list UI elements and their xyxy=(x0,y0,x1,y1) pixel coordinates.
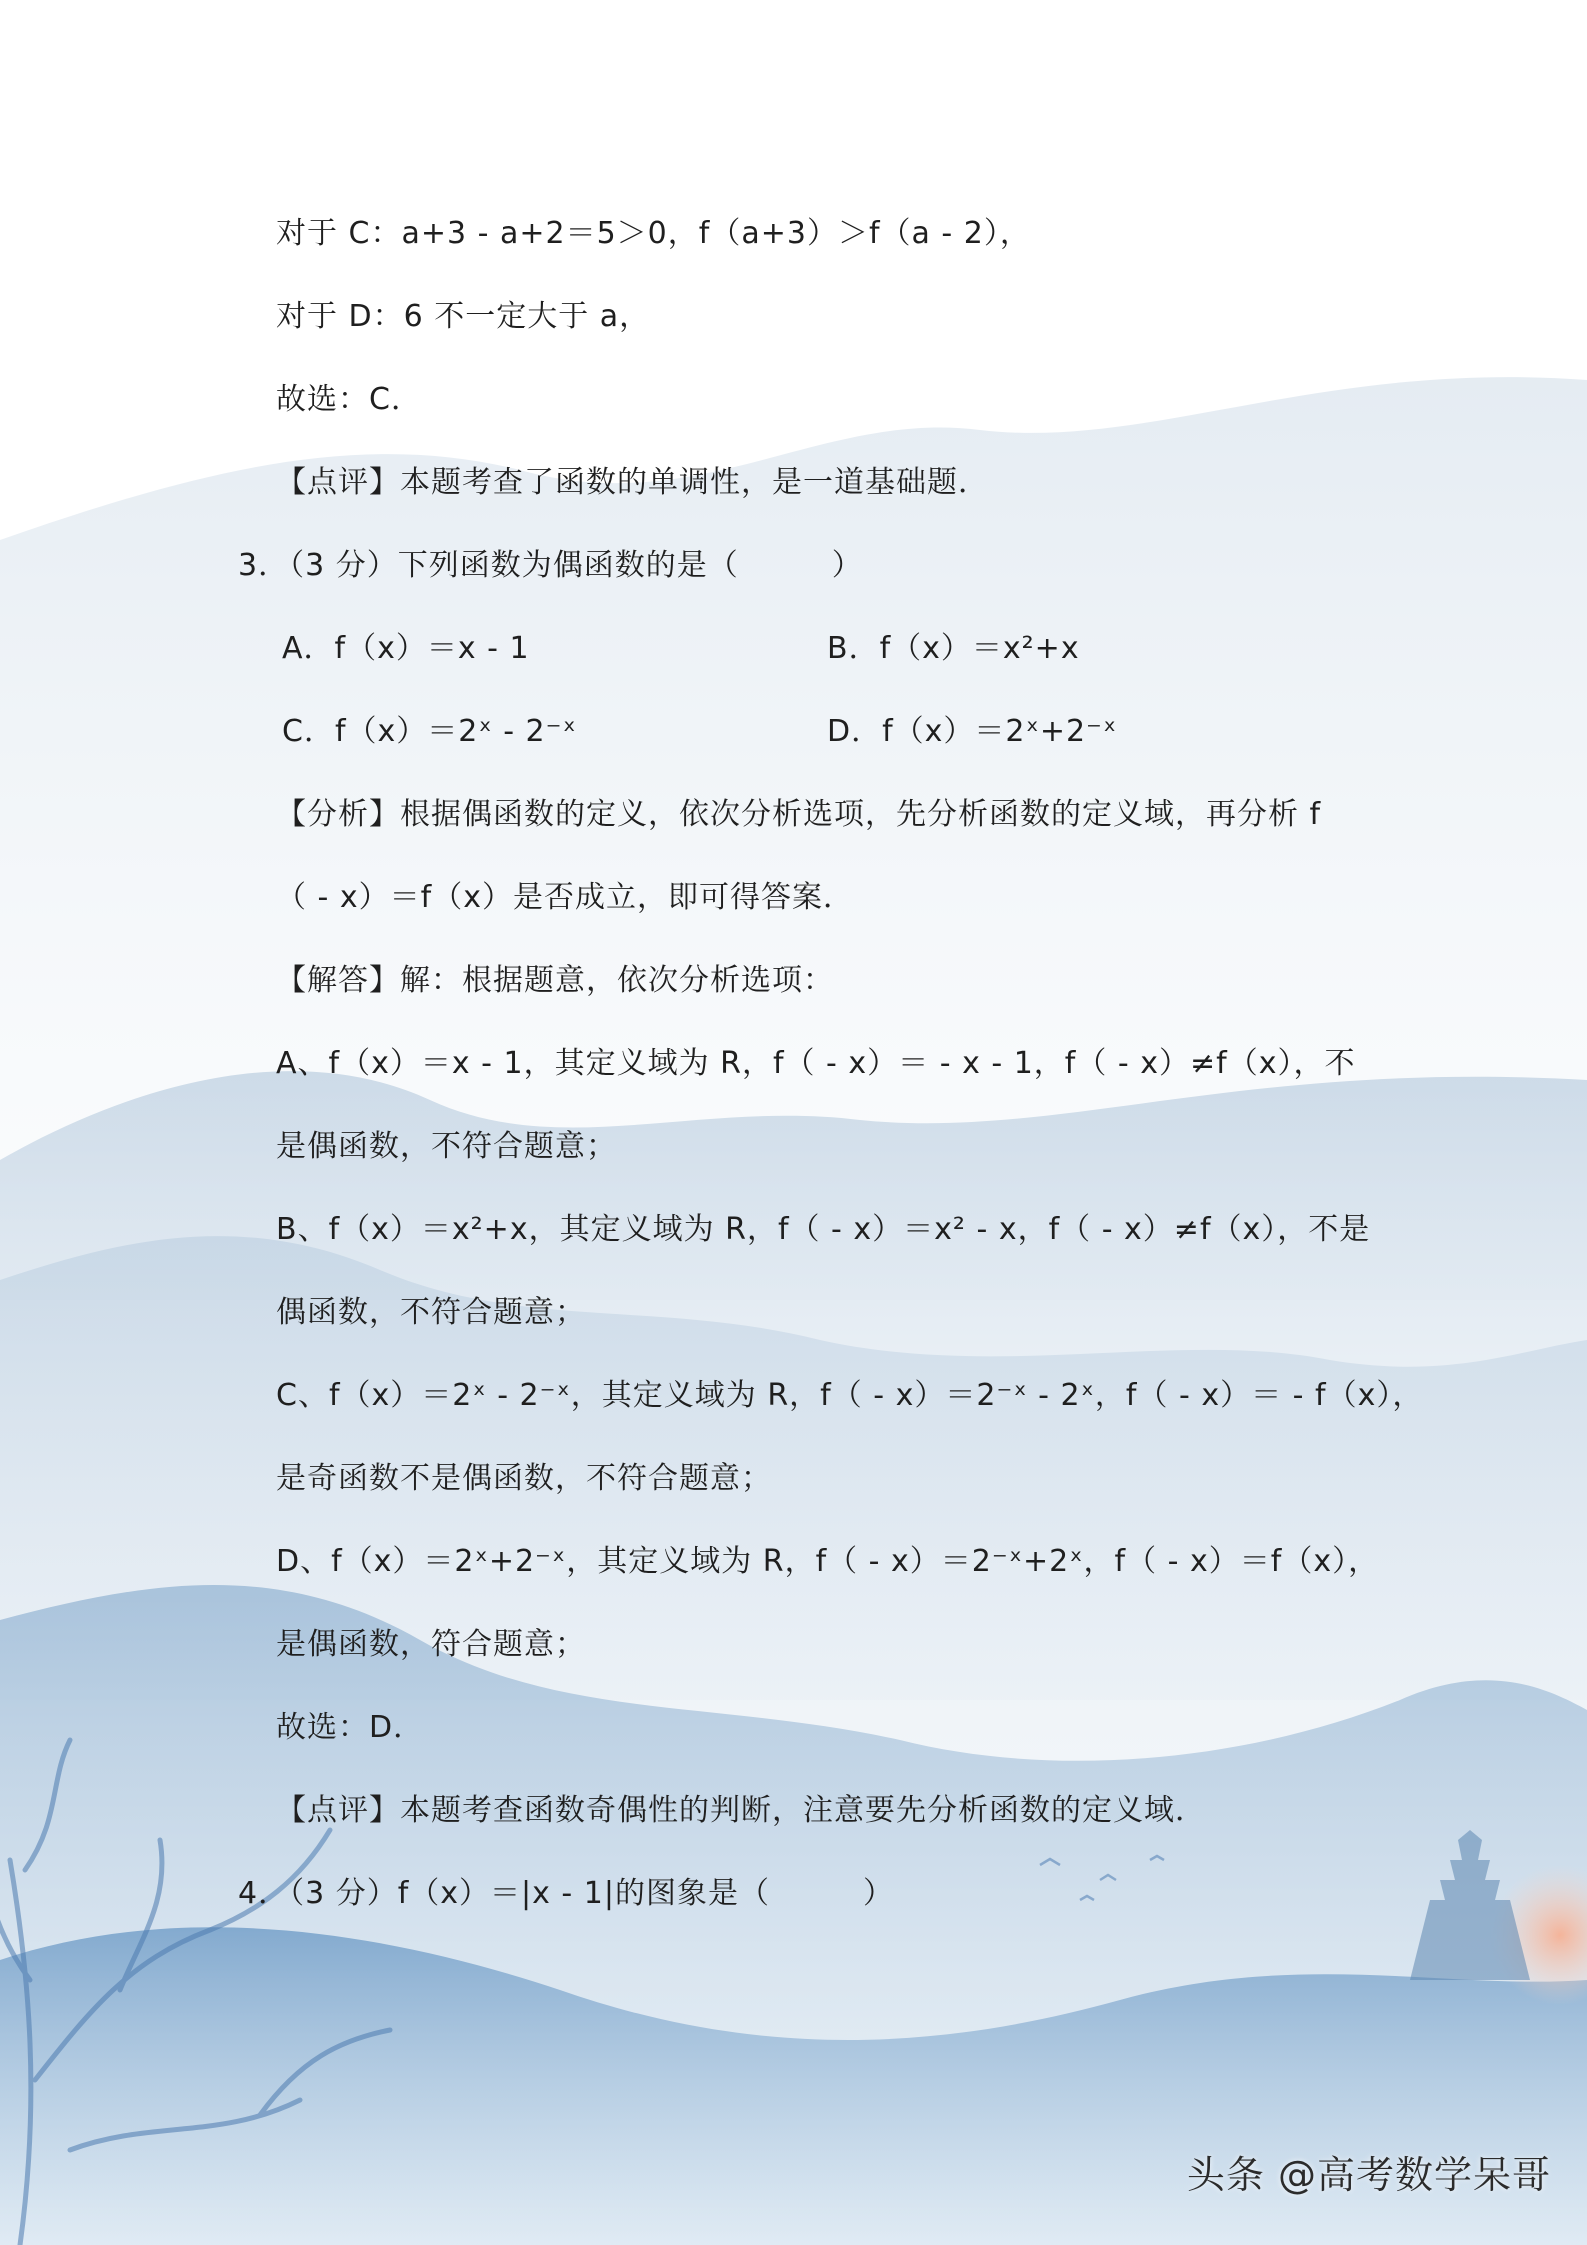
solution-c-line-2: 是奇函数不是偶函数，不符合题意； xyxy=(276,1461,772,1496)
solution-d-line-2: 是偶函数，符合题意； xyxy=(276,1627,586,1662)
option-c: C．f（x）＝2ˣ - 2⁻ˣ xyxy=(282,714,577,749)
solution-d-line-1: D、f（x）＝2ˣ+2⁻ˣ，其定义域为 R，f（ - x）＝2⁻ˣ+2ˣ，f（ - x）＝f（x）， xyxy=(276,1544,1380,1579)
answer-line-q2: 故选：C． xyxy=(276,382,422,417)
question-4: 4．（3 分）f（x）＝|x - 1|的图象是（ ） xyxy=(238,1876,894,1911)
comment-q3: 【点评】本题考查函数奇偶性的判断，注意要先分析函数的定义域． xyxy=(276,1793,1206,1828)
analysis-line-2: （ - x）＝f（x）是否成立，即可得答案． xyxy=(276,880,854,915)
solution-intro: 【解答】解：根据题意，依次分析选项： xyxy=(276,963,834,998)
solution-c-line-1: C、f（x）＝2ˣ - 2⁻ˣ，其定义域为 R，f（ - x）＝2⁻ˣ - 2ˣ，f（ - x）＝ - f（x）， xyxy=(276,1378,1424,1413)
option-d: D．f（x）＝2ˣ+2⁻ˣ xyxy=(827,714,1118,749)
solution-a-line-2: 是偶函数，不符合题意； xyxy=(276,1129,617,1164)
question-3: 3．（3 分）下列函数为偶函数的是（ ） xyxy=(238,548,863,583)
solution-a-line-1: A、f（x）＝x - 1，其定义域为 R，f（ - x）＝ - x - 1，f（ - x）≠f（x），不 xyxy=(276,1046,1356,1081)
solution-b-line-1: B、f（x）＝x²+x，其定义域为 R，f（ - x）＝x² - x，f（ - x）≠f（x），不是 xyxy=(276,1212,1371,1247)
solution-b-line-2: 偶函数，不符合题意； xyxy=(276,1295,586,1330)
option-a: A．f（x）＝x - 1 xyxy=(282,631,530,666)
comment-q2: 【点评】本题考查了函数的单调性，是一道基础题． xyxy=(276,465,989,500)
option-b: B．f（x）＝x²+x xyxy=(827,631,1080,666)
watermark-text: 头条 @高考数学呆哥 xyxy=(1186,2153,1551,2197)
answer-line-q3: 故选：D． xyxy=(276,1710,425,1745)
analysis-line-1: 【分析】根据偶函数的定义，依次分析选项，先分析函数的定义域，再分析 f xyxy=(276,797,1322,832)
case-d-line: 对于 D：6 不一定大于 a， xyxy=(276,299,651,334)
case-c-line: 对于 C：a+3 - a+2＝5＞0，f（a+3）＞f（a - 2）， xyxy=(276,216,1031,251)
